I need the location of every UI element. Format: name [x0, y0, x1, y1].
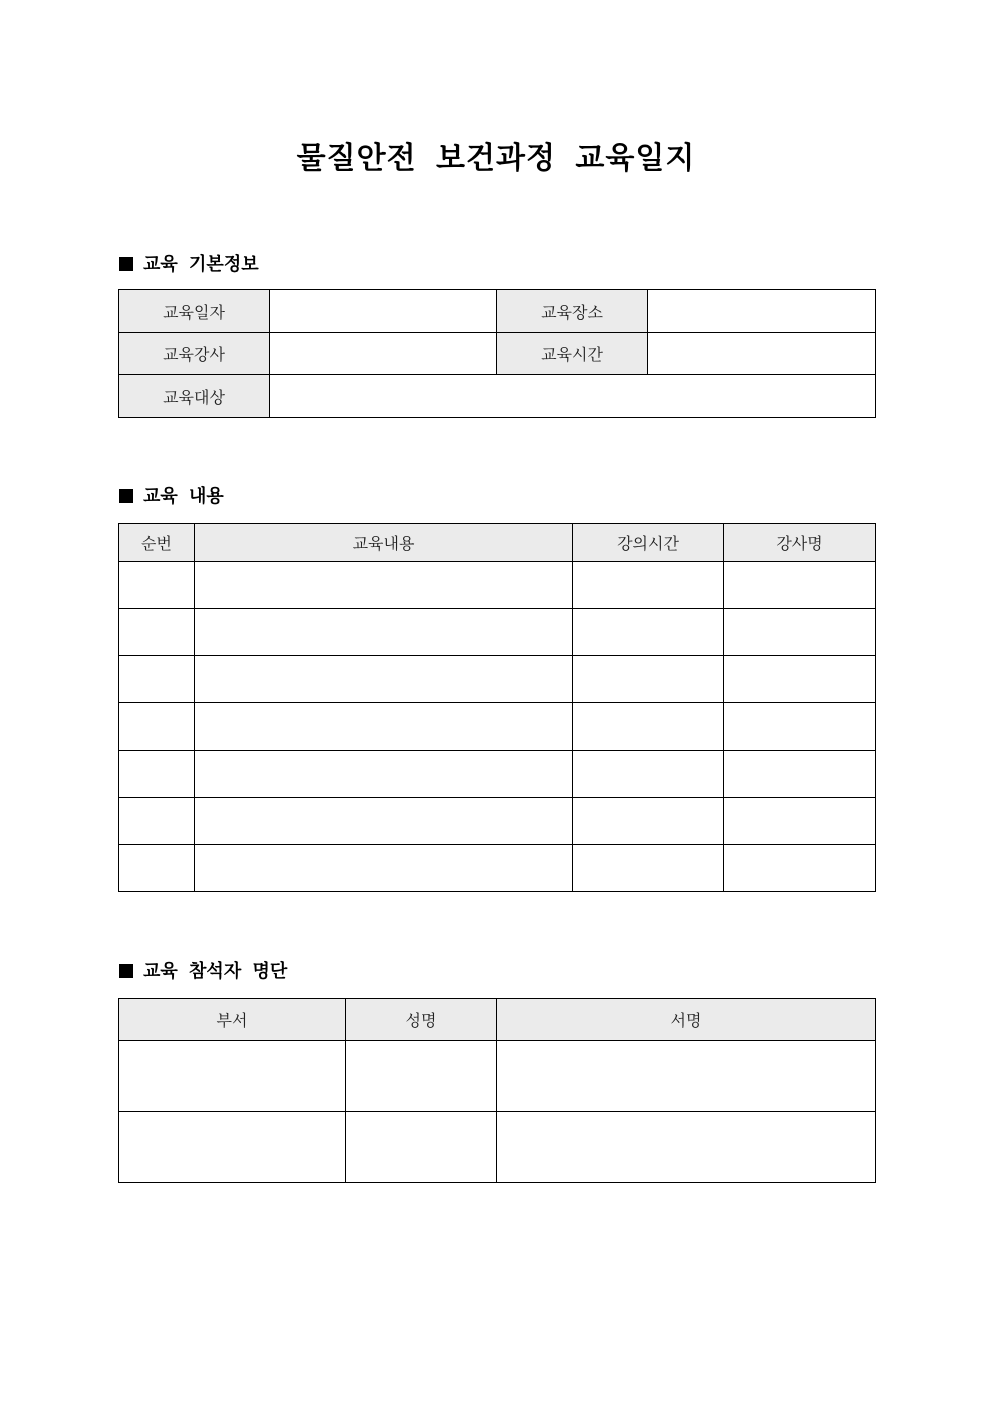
- square-bullet-icon: [119, 257, 133, 271]
- table-row: [119, 656, 876, 703]
- table-row: [119, 1112, 876, 1183]
- table-header-row: [119, 999, 876, 1041]
- table-cell[interactable]: [497, 1112, 876, 1183]
- content-table: [118, 523, 876, 892]
- section-heading-text: 교육 내용: [143, 486, 224, 507]
- table-cell[interactable]: [195, 656, 573, 703]
- table-cell[interactable]: [119, 1112, 346, 1183]
- table-cell[interactable]: [724, 703, 876, 751]
- section-heading-text: 교육 기본정보: [143, 254, 259, 275]
- table-cell[interactable]: [119, 751, 195, 798]
- table-row: [119, 290, 876, 333]
- field-education-place[interactable]: [648, 290, 876, 333]
- table-cell[interactable]: [724, 656, 876, 703]
- table-row: [119, 845, 876, 892]
- field-education-time[interactable]: [648, 333, 876, 375]
- table-row: [119, 333, 876, 375]
- square-bullet-icon: [119, 964, 133, 978]
- table-row: [119, 609, 876, 656]
- label-education-instructor: 교육강사: [119, 333, 270, 375]
- table-cell[interactable]: [195, 798, 573, 845]
- label-education-date: 교육일자: [119, 290, 270, 333]
- table-header-row: [119, 524, 876, 562]
- table-row: [119, 375, 876, 418]
- column-header-department: 부서: [119, 999, 346, 1041]
- table-cell[interactable]: [573, 845, 724, 892]
- table-cell[interactable]: [724, 751, 876, 798]
- table-row: [119, 798, 876, 845]
- table-cell[interactable]: [119, 562, 195, 609]
- table-cell[interactable]: [195, 562, 573, 609]
- table-cell[interactable]: [497, 1041, 876, 1112]
- table-cell[interactable]: [119, 703, 195, 751]
- table-cell[interactable]: [195, 609, 573, 656]
- table-cell[interactable]: [346, 1041, 497, 1112]
- table-cell[interactable]: [195, 751, 573, 798]
- table-row: [119, 562, 876, 609]
- section-heading-text: 교육 참석자 명단: [143, 961, 288, 982]
- column-header-number: 순번: [119, 524, 195, 562]
- table-row: [119, 751, 876, 798]
- table-cell[interactable]: [573, 656, 724, 703]
- table-cell[interactable]: [724, 845, 876, 892]
- column-header-content: 교육내용: [195, 524, 573, 562]
- label-education-place: 교육장소: [497, 290, 648, 333]
- table-cell[interactable]: [724, 798, 876, 845]
- table-cell[interactable]: [724, 562, 876, 609]
- table-cell[interactable]: [346, 1112, 497, 1183]
- table-cell[interactable]: [119, 609, 195, 656]
- section-heading-content: [119, 485, 224, 509]
- table-cell[interactable]: [119, 845, 195, 892]
- table-row: [119, 1041, 876, 1112]
- table-cell[interactable]: [724, 609, 876, 656]
- attendees-table: [118, 998, 876, 1183]
- table-cell[interactable]: [573, 798, 724, 845]
- column-header-signature: 서명: [497, 999, 876, 1041]
- table-row: [119, 703, 876, 751]
- column-header-lecture-time: 강의시간: [573, 524, 724, 562]
- label-education-target: 교육대상: [119, 375, 270, 418]
- table-cell[interactable]: [195, 845, 573, 892]
- square-bullet-icon: [119, 489, 133, 503]
- table-cell[interactable]: [573, 703, 724, 751]
- column-header-instructor-name: 강사명: [724, 524, 876, 562]
- table-cell[interactable]: [573, 609, 724, 656]
- table-cell[interactable]: [119, 1041, 346, 1112]
- field-education-date[interactable]: [270, 290, 497, 333]
- field-education-instructor[interactable]: [270, 333, 497, 375]
- table-cell[interactable]: [119, 656, 195, 703]
- table-cell[interactable]: [573, 562, 724, 609]
- table-cell[interactable]: [119, 798, 195, 845]
- field-education-target[interactable]: [270, 375, 876, 418]
- section-heading-basic-info: [119, 253, 259, 277]
- section-heading-attendees: [119, 960, 287, 984]
- column-header-name: 성명: [346, 999, 497, 1041]
- basic-info-table: [118, 289, 876, 418]
- label-education-time: 교육시간: [497, 333, 648, 375]
- table-cell[interactable]: [573, 751, 724, 798]
- table-cell[interactable]: [195, 703, 573, 751]
- document-title: 물질안전 보건과정 교육일지: [296, 141, 696, 176]
